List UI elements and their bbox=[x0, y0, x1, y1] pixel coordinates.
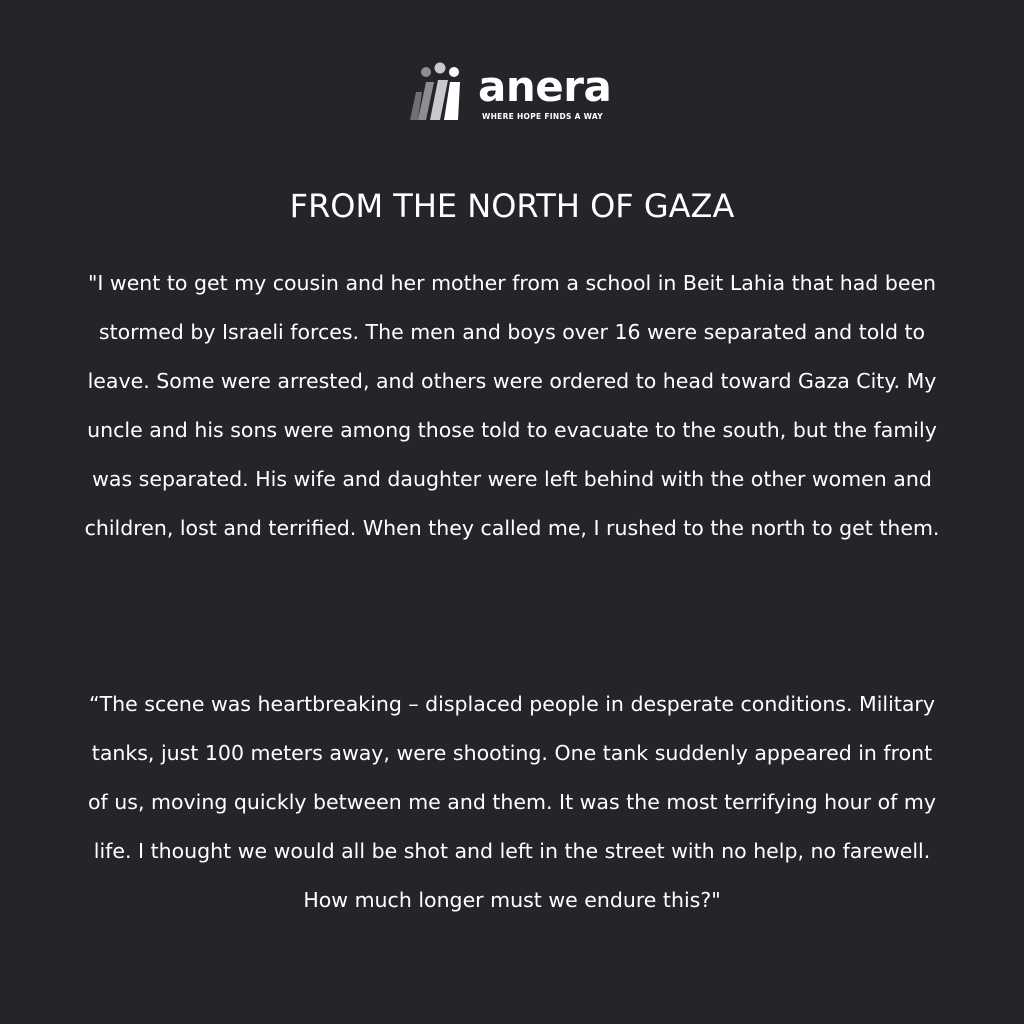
quote-paragraph-2: “The scene was heartbreaking – displaced people in desperate conditions. Military tanks, just 100 meters away, were shooting. One tank suddenly appeared in front of us, moving quickly between me and them. It was the most terrifying hour of my life. I thought we would all be shot and left in the street with no help, no farewell. How much longer must we endure this?" bbox=[88, 692, 936, 912]
quote-paragraph-1: "I went to get my cousin and her mother from a school in Beit Lahia that had been stormed by Israeli forces. The men and boys over 16 were separated and told to leave. Some were arrested, and others were ordered to head toward Gaza City. My uncle and his sons were among those told to evacuate to the south, but the family was separated. His wife and daughter were left behind with the other women and children, lost and terrified. When they called me, I rushed to the north to get them. bbox=[84, 271, 940, 540]
logo-wordmark: anera bbox=[478, 62, 612, 111]
anera-people-logo-icon bbox=[410, 62, 472, 122]
logo-tagline: WHERE HOPE FINDS A WAY bbox=[482, 112, 603, 121]
anera-logo bbox=[410, 62, 620, 124]
page-title: FROM THE NORTH OF GAZA bbox=[289, 187, 735, 225]
